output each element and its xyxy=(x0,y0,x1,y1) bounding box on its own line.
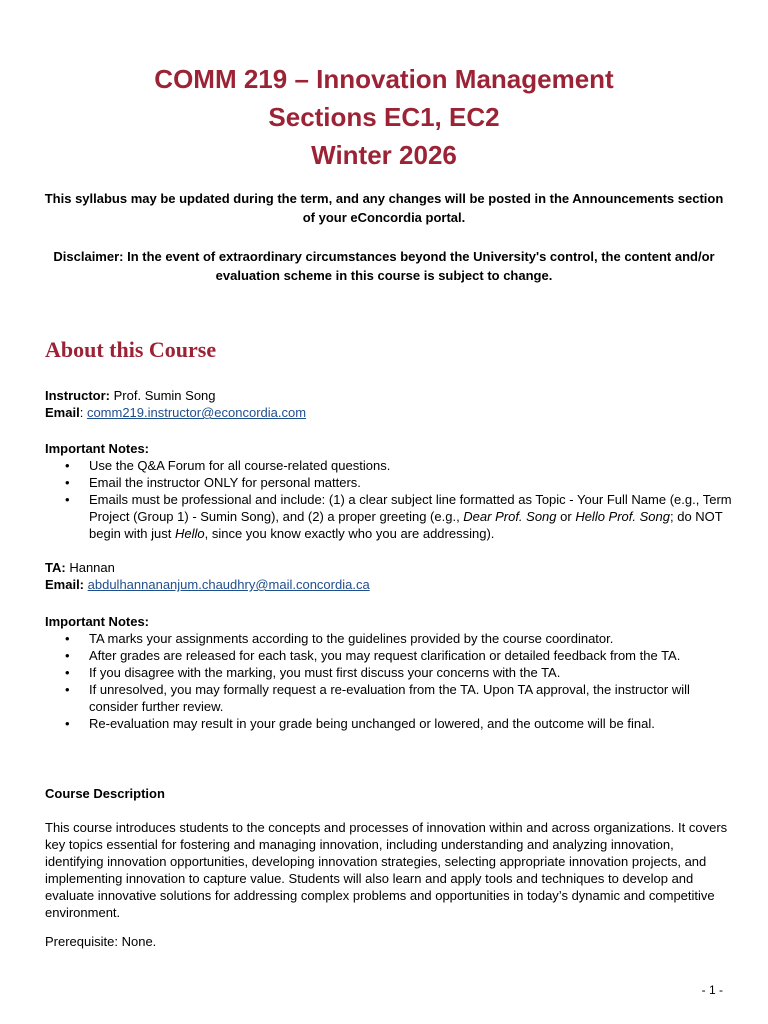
disclaimer-notice: Disclaimer: In the event of extraordinary circumstances beyond the University's control, the content and/or evaluation scheme in this course is subject to change. xyxy=(53,249,715,283)
ta-info xyxy=(45,559,735,593)
ta-email-label: Email: xyxy=(45,577,85,592)
update-notice: This syllabus may be updated during the term, and any changes will be posted in the Announcements section of your eConcordia portal. xyxy=(44,191,724,225)
note-text: Emails must be professional and include: (1) a clear subject line formatted as Topic - Your Full Name (e.g., Term Project (Group 1) - Sumin Song), and (2) a proper greeting (e.g., xyxy=(89,492,732,524)
instructor-name: Prof. Sumin Song xyxy=(113,388,216,403)
ta-email-link[interactable]: abdulhannananjum.chaudhry@mail.concordia.ca xyxy=(87,577,370,592)
ta-notes-section xyxy=(45,613,735,732)
ta-note-item: • If you disagree with the marking, you must first discuss your concerns with the TA. xyxy=(89,664,735,681)
ta-note-item: • After grades are released for each task, you may request clarification or detailed feedback from the TA. xyxy=(89,647,735,664)
course-description-text: This course introduces students to the concepts and processes of innovation within and across organizations. It covers key topics essential for fostering and managing innovation, including understanding and analyzing innovation, identifying innovation opportunities, developing innovation strategies, selecting appropriate innovation projects, and implementing innovation to capture value. Students will also learn and apply tools and techniques to develop and evaluate innovative solutions for addressing complex problems and opportunities in today’s dynamic and competitive environment. xyxy=(45,820,728,920)
note-text: Use the Q&A Forum for all course-related questions. xyxy=(89,458,391,473)
instructor-notes-list xyxy=(45,457,735,542)
ta-label: TA: xyxy=(45,560,66,575)
instructor-line xyxy=(45,387,735,404)
course-title: COMM 219 – Innovation Management xyxy=(154,64,614,94)
ta-name: Hannan xyxy=(69,560,115,575)
ta-note-item: • If unresolved, you may formally request a re-evaluation from the TA. Upon TA approval, the instructor will consider further review. xyxy=(89,681,735,715)
instructor-email-link[interactable]: comm219.instructor@econcordia.com xyxy=(86,405,307,420)
note-text: or xyxy=(556,509,576,524)
prerequisite-text: Prerequisite: None. xyxy=(45,934,157,949)
ta-notes-label: Important Notes: xyxy=(45,614,149,629)
course-term: Winter 2026 xyxy=(311,140,457,170)
email-label: Email xyxy=(45,405,80,420)
note-italic-text: Hello xyxy=(175,526,205,541)
course-sections: Sections EC1, EC2 xyxy=(268,102,500,132)
note-text: Email the instructor ONLY for personal matters. xyxy=(89,475,361,490)
instructor-note-item xyxy=(89,474,735,491)
ta-line xyxy=(45,559,735,576)
email-separator: : xyxy=(79,405,84,420)
instructor-note-item xyxy=(89,491,735,542)
course-title-block xyxy=(0,60,768,174)
about-heading: About this Course xyxy=(45,337,217,362)
instructor-label: Instructor: xyxy=(45,388,110,403)
note-italic-text: Hello Prof. Song xyxy=(575,509,670,524)
instructor-email-line xyxy=(45,404,735,421)
instructor-info xyxy=(45,387,735,421)
course-description-heading: Course Description xyxy=(45,786,165,801)
note-italic-text: Dear Prof. Song xyxy=(463,509,557,524)
ta-note-item: • TA marks your assignments according to the guidelines provided by the course coordinator. xyxy=(89,630,735,647)
ta-email-line xyxy=(45,576,735,593)
page-number: - 1 - xyxy=(701,983,723,997)
note-text: , since you know exactly who you are addressing). xyxy=(204,526,495,541)
ta-notes-list xyxy=(45,630,735,732)
instructor-note-item xyxy=(89,457,735,474)
instructor-notes-section xyxy=(45,440,735,542)
instructor-notes-label: Important Notes: xyxy=(45,441,149,456)
note-text: ; do NOT begin with just xyxy=(89,509,723,541)
ta-note-item: • Re-evaluation may result in your grade being unchanged or lowered, and the outcome will be final. xyxy=(89,715,735,732)
